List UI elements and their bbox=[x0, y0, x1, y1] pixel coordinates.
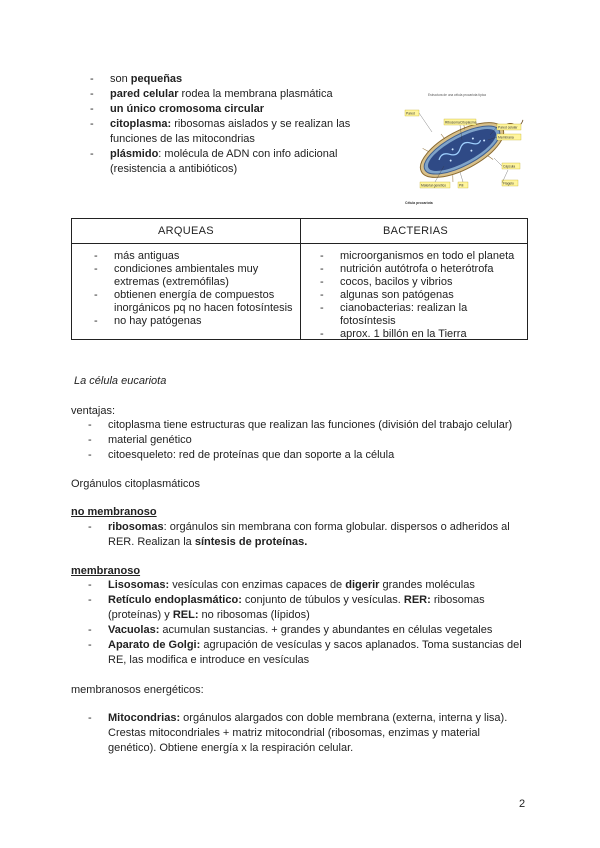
label-capsula: Cápsula bbox=[503, 164, 516, 169]
bullet-dash: - bbox=[320, 276, 324, 288]
text-run: (proteínas) y bbox=[108, 609, 173, 621]
cell-text: aprox. 1 billón en la Tierra bbox=[340, 328, 467, 340]
table-cell-line bbox=[94, 263, 259, 276]
label-pared-celular: Pared celular bbox=[498, 125, 518, 130]
list-item-line bbox=[108, 653, 309, 668]
table-cell-line bbox=[114, 302, 293, 315]
figure-caption-bottom: Célula procariota bbox=[405, 201, 433, 205]
table-cell-line bbox=[94, 289, 275, 302]
list-item-line bbox=[110, 132, 255, 147]
text-run: son bbox=[110, 73, 131, 85]
table-divider bbox=[300, 219, 301, 339]
prokaryote-cell-diagram bbox=[402, 88, 524, 206]
text-run: orgánulos alargados con doble membrana (externa, interna y lisa). bbox=[180, 712, 508, 724]
arqueas-bacterias-table bbox=[71, 218, 528, 340]
table-cell-line bbox=[340, 315, 396, 328]
cell-text: extremas (extremófilas) bbox=[114, 276, 229, 288]
bold-text: pequeñas bbox=[130, 73, 183, 85]
list-item-line bbox=[108, 535, 307, 550]
text-run: Crestas mitocondriales + matriz mitocondrial (ribosomas, enzimas y material bbox=[108, 727, 480, 739]
list-item-line bbox=[90, 147, 338, 162]
bold-text: Aparato de Golgi: bbox=[108, 639, 201, 651]
text-run: vesículas con enzimas capaces de bbox=[169, 579, 346, 591]
membranoso-heading: membranoso bbox=[71, 565, 141, 577]
bullet-dash: - bbox=[90, 103, 94, 115]
bullet-dash: - bbox=[88, 419, 92, 431]
figure-caption-top: Estructura de una célula procariota típica bbox=[428, 93, 486, 97]
text-run: : orgánulos sin membrana con forma globular. dispersos o adheridos al bbox=[163, 521, 510, 533]
text-run: ribosomas aislados y se realizan las bbox=[171, 118, 351, 130]
text-run: genético). Obtiene energía x la respiración celular. bbox=[108, 742, 354, 754]
bold-text: digerir bbox=[345, 579, 380, 591]
label-citoplasma: Citoplasma bbox=[460, 120, 477, 125]
table-cell-line bbox=[94, 315, 202, 328]
bullet-dash: - bbox=[94, 250, 98, 262]
list-item-line bbox=[90, 117, 351, 132]
bold-text: ribosomas bbox=[108, 521, 164, 533]
list-item-line bbox=[90, 102, 265, 117]
bold-text: plásmido bbox=[110, 148, 159, 160]
table-cell-line bbox=[320, 302, 468, 315]
cell-text: cianobacterias: realizan la bbox=[340, 302, 468, 314]
text-run: rodea la membrana plasmática bbox=[178, 88, 333, 100]
label-pared: Pared bbox=[406, 111, 415, 116]
bullet-dash: - bbox=[320, 302, 324, 314]
prokaryote-cell-figure bbox=[402, 88, 524, 206]
organulos-label: Orgánulos citoplasmáticos bbox=[71, 478, 201, 490]
text-run: conjunto de túbulos y vesículas. bbox=[241, 594, 404, 606]
bullet-dash: - bbox=[90, 118, 94, 130]
text-run: (resistencia a antibióticos) bbox=[110, 163, 238, 175]
bullet-dash: - bbox=[94, 289, 98, 301]
bullet-dash: - bbox=[88, 449, 92, 461]
bullet-dash: - bbox=[94, 263, 98, 275]
table-cell-line bbox=[320, 276, 453, 289]
cell-text: nutrición autótrofa o heterótrofa bbox=[340, 263, 494, 275]
list-item-line bbox=[88, 638, 522, 653]
list-item-line bbox=[88, 593, 485, 608]
bold-text: RER: bbox=[403, 594, 431, 606]
text-run: agrupación de vesículas y sacos aplanados. Toma sustancias del bbox=[200, 639, 522, 651]
header-bacterias: BACTERIAS bbox=[383, 225, 449, 237]
cell-text: algunas son patógenas bbox=[340, 289, 454, 301]
label-material-genetico: Material genético bbox=[421, 183, 447, 188]
bold-text: Retículo endoplasmático: bbox=[108, 594, 242, 606]
label-flagelo: Flagelo bbox=[503, 181, 514, 186]
list-item-line bbox=[88, 433, 192, 448]
bullet-dash: - bbox=[88, 521, 92, 533]
cell-text: cocos, bacilos y vibrios bbox=[340, 276, 453, 288]
list-item-line bbox=[88, 578, 475, 593]
table-cell-line bbox=[320, 250, 515, 263]
bullet-dash: - bbox=[90, 148, 94, 160]
bold-text: síntesis de proteínas. bbox=[194, 536, 308, 548]
text-run: grandes moléculas bbox=[379, 579, 475, 591]
no-membranoso-heading: no membranoso bbox=[71, 506, 157, 518]
list-item-line bbox=[88, 418, 513, 433]
bullet-dash: - bbox=[320, 263, 324, 275]
text-run: citoesqueleto: red de proteínas que dan soporte a la célula bbox=[108, 449, 395, 461]
cell-text: condiciones ambientales muy bbox=[114, 263, 259, 275]
text-run: RE, las modifica e introduce en vesículas bbox=[108, 654, 310, 666]
bullet-dash: - bbox=[320, 328, 324, 340]
list-item-line bbox=[108, 741, 353, 756]
list-item-line bbox=[90, 72, 183, 87]
bullet-dash: - bbox=[90, 88, 94, 100]
table-cell-line bbox=[114, 276, 229, 289]
text-run: material genético bbox=[108, 434, 192, 446]
cell-text: obtienen energía de compuestos bbox=[114, 289, 275, 301]
label-pili: Pili bbox=[459, 183, 464, 188]
list-item-line bbox=[108, 726, 480, 741]
bullet-dash: - bbox=[90, 73, 94, 85]
text-run: ribosomas bbox=[430, 594, 485, 606]
text-run: acumulan sustancias. + grandes y abundantes en células vegetales bbox=[159, 624, 493, 636]
cell-text: inorgánicos pq no hacen fotosíntesis bbox=[114, 302, 293, 314]
energeticos-label: membranosos energéticos: bbox=[71, 684, 204, 696]
bullet-dash: - bbox=[94, 315, 98, 327]
table-cell-line bbox=[320, 263, 494, 276]
cell-text: fotosíntesis bbox=[340, 315, 396, 327]
ventajas-label: ventajas: bbox=[71, 405, 116, 417]
header-arqueas: ARQUEAS bbox=[158, 225, 214, 237]
list-item-line bbox=[88, 711, 508, 726]
text-run: : molécula de ADN con info adicional bbox=[158, 148, 338, 160]
cell-text: microorganismos en todo el planeta bbox=[340, 250, 515, 262]
eucariota-title: La célula eucariota bbox=[74, 375, 167, 387]
bold-text: Mitocondrias: bbox=[108, 712, 181, 724]
page-number: 2 bbox=[519, 798, 526, 810]
table-cell-line bbox=[94, 250, 180, 263]
list-item-line bbox=[108, 608, 310, 623]
list-item-line bbox=[90, 87, 333, 102]
bold-text: Lisosomas: bbox=[108, 579, 170, 591]
table-cell-line bbox=[320, 289, 454, 302]
bullet-dash: - bbox=[88, 712, 92, 724]
bold-text: REL: bbox=[172, 609, 199, 621]
label-ribosoma: Ribosoma bbox=[445, 120, 460, 125]
bold-text: un único cromosoma circular bbox=[110, 103, 265, 115]
list-item-line bbox=[88, 520, 510, 535]
text-run: RER. Realizan la bbox=[108, 536, 195, 548]
label-membrana: Membrana bbox=[498, 135, 514, 140]
bold-text: citoplasma: bbox=[110, 118, 172, 130]
bullet-dash: - bbox=[88, 639, 92, 651]
table-cell-line bbox=[320, 328, 467, 341]
bullet-dash: - bbox=[88, 434, 92, 446]
bold-text: pared celular bbox=[110, 88, 179, 100]
bullet-dash: - bbox=[320, 289, 324, 301]
text-run: funciones de las mitocondrias bbox=[110, 133, 255, 145]
bullet-dash: - bbox=[88, 594, 92, 606]
bold-text: Vacuolas: bbox=[108, 624, 160, 636]
list-item-line bbox=[88, 623, 493, 638]
bullet-dash: - bbox=[88, 624, 92, 636]
bullet-dash: - bbox=[320, 250, 324, 262]
text-run: citoplasma tiene estructuras que realizan las funciones (división del trabajo celular) bbox=[108, 419, 513, 431]
list-item-line bbox=[110, 162, 237, 177]
text-run: no ribosomas (lípidos) bbox=[198, 609, 310, 621]
list-item-line bbox=[88, 448, 395, 463]
cell-text: más antiguas bbox=[114, 250, 180, 262]
cell-text: no hay patógenas bbox=[114, 315, 202, 327]
bullet-dash: - bbox=[88, 579, 92, 591]
